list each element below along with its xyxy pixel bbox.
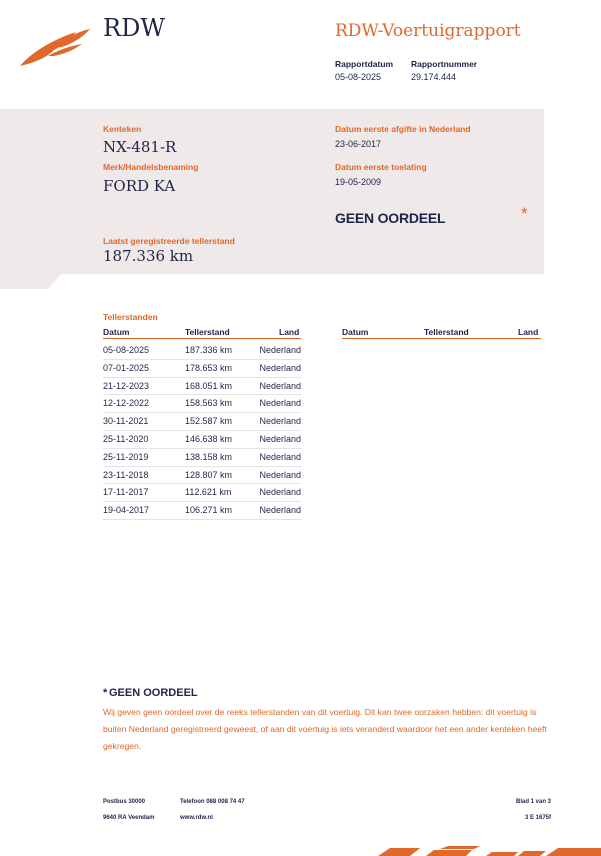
col-header-odometer-right: Tellerstand — [424, 327, 469, 337]
make-label: Merk/Handelsbenaming — [103, 162, 199, 172]
row-date: 19-04-2017 — [103, 505, 150, 516]
report-date-label: Rapportdatum — [335, 59, 394, 69]
col-header-country: Land — [279, 327, 300, 337]
row-date: 21-12-2023 — [103, 380, 150, 391]
row-country: Nederland — [259, 433, 301, 444]
row-date: 25-11-2020 — [103, 433, 149, 444]
row-country: Nederland — [259, 380, 301, 391]
row-odometer: 158.563 km — [185, 398, 233, 409]
note-title: GEEN OORDEEL — [109, 687, 198, 699]
row-odometer: 152.587 km — [185, 416, 233, 427]
row-country: Nederland — [259, 398, 301, 409]
report-title: RDW-Voertuigrapport — [335, 21, 521, 41]
first-registration-nl-label: Datum eerste afgifte in Nederland — [335, 124, 471, 134]
report-number-label: Rapportnummer — [411, 59, 478, 69]
col-header-date-right: Datum — [342, 327, 369, 337]
footer-page: Blad 1 van 3 — [515, 799, 551, 805]
row-country: Nederland — [259, 487, 301, 498]
note-asterisk: * — [103, 687, 108, 699]
footer-website: www.rdw.nl — [180, 815, 213, 821]
make-value: FORD KA — [103, 177, 176, 195]
table-row — [103, 360, 301, 378]
plate-label: Kenteken — [103, 124, 142, 134]
footer-code: 3 E 1675f — [524, 815, 551, 821]
row-country: Nederland — [259, 345, 301, 355]
stripe-decoration-icon — [368, 844, 601, 856]
first-registration-nl-value: 23-06-2017 — [335, 139, 382, 149]
note-text: Wij geven geen oordeel over de reeks tellerstanden van dit voertuig. Dit kan twee oorzaken hebben: dit voertuig is buiten Nederland geregistreerd geweest, of aan dit voertuig is iets veranderd waardoor het een ander kenteken heeft gekregen. — [103, 707, 547, 751]
footer-postbus: Postbus 30000 — [103, 799, 146, 805]
first-admission-value: 19-05-2009 — [335, 177, 382, 187]
table-row — [103, 449, 301, 467]
row-odometer: 178.653 km — [185, 362, 233, 373]
summary-panel-tail — [0, 273, 62, 289]
row-date: 05-08-2025 — [103, 345, 150, 355]
row-country: Nederland — [259, 451, 301, 462]
odometer-label: Laatst geregistreerde tellerstand — [103, 236, 235, 246]
row-country: Nederland — [259, 362, 301, 373]
row-date: 12-12-2022 — [103, 398, 150, 409]
first-admission-label: Datum eerste toelating — [335, 162, 427, 172]
row-country: Nederland — [259, 469, 301, 480]
plate-value: NX-481-R — [103, 138, 177, 156]
row-country: Nederland — [259, 505, 301, 516]
verdict-asterisk: * — [521, 204, 528, 223]
footer-city: 9640 RA Veendam — [103, 815, 155, 821]
row-odometer: 106.271 km — [185, 505, 233, 516]
table-row — [103, 484, 301, 502]
row-date: 07-01-2025 — [103, 362, 150, 373]
row-date: 30-11-2021 — [103, 416, 149, 427]
row-odometer: 128.807 km — [185, 469, 233, 480]
verdict: GEEN OORDEEL — [335, 210, 446, 226]
row-odometer: 138.158 km — [185, 451, 233, 462]
brand-name: RDW — [103, 14, 165, 42]
header-rule-left — [103, 338, 301, 339]
row-date: 23-11-2018 — [103, 469, 149, 480]
table-row — [103, 378, 301, 396]
col-header-date: Datum — [103, 327, 130, 337]
readings-table — [103, 342, 301, 520]
row-odometer: 187.336 km — [185, 345, 233, 355]
table-row — [103, 467, 301, 485]
footer-phone: Telefoon 088 008 74 47 — [180, 799, 245, 805]
row-odometer: 168.051 km — [185, 380, 233, 391]
row-odometer: 112.621 km — [185, 487, 232, 498]
col-header-odometer: Tellerstand — [185, 327, 230, 337]
readings-title: Tellerstanden — [103, 312, 158, 322]
table-row — [103, 395, 301, 413]
row-date: 17-11-2017 — [103, 487, 149, 498]
table-row — [103, 431, 301, 449]
row-odometer: 146.638 km — [185, 433, 233, 444]
table-row — [103, 342, 301, 360]
report-date: 05-08-2025 — [335, 72, 382, 82]
row-country: Nederland — [259, 416, 301, 427]
table-row — [103, 502, 301, 520]
row-date: 25-11-2019 — [103, 451, 149, 462]
col-header-country-right: Land — [518, 327, 539, 337]
report-number: 29.174.444 — [411, 72, 457, 82]
header-rule-right — [342, 338, 541, 339]
table-row — [103, 413, 301, 431]
odometer-value: 187.336 km — [103, 247, 194, 265]
rdw-wing-logo-icon — [18, 26, 92, 70]
